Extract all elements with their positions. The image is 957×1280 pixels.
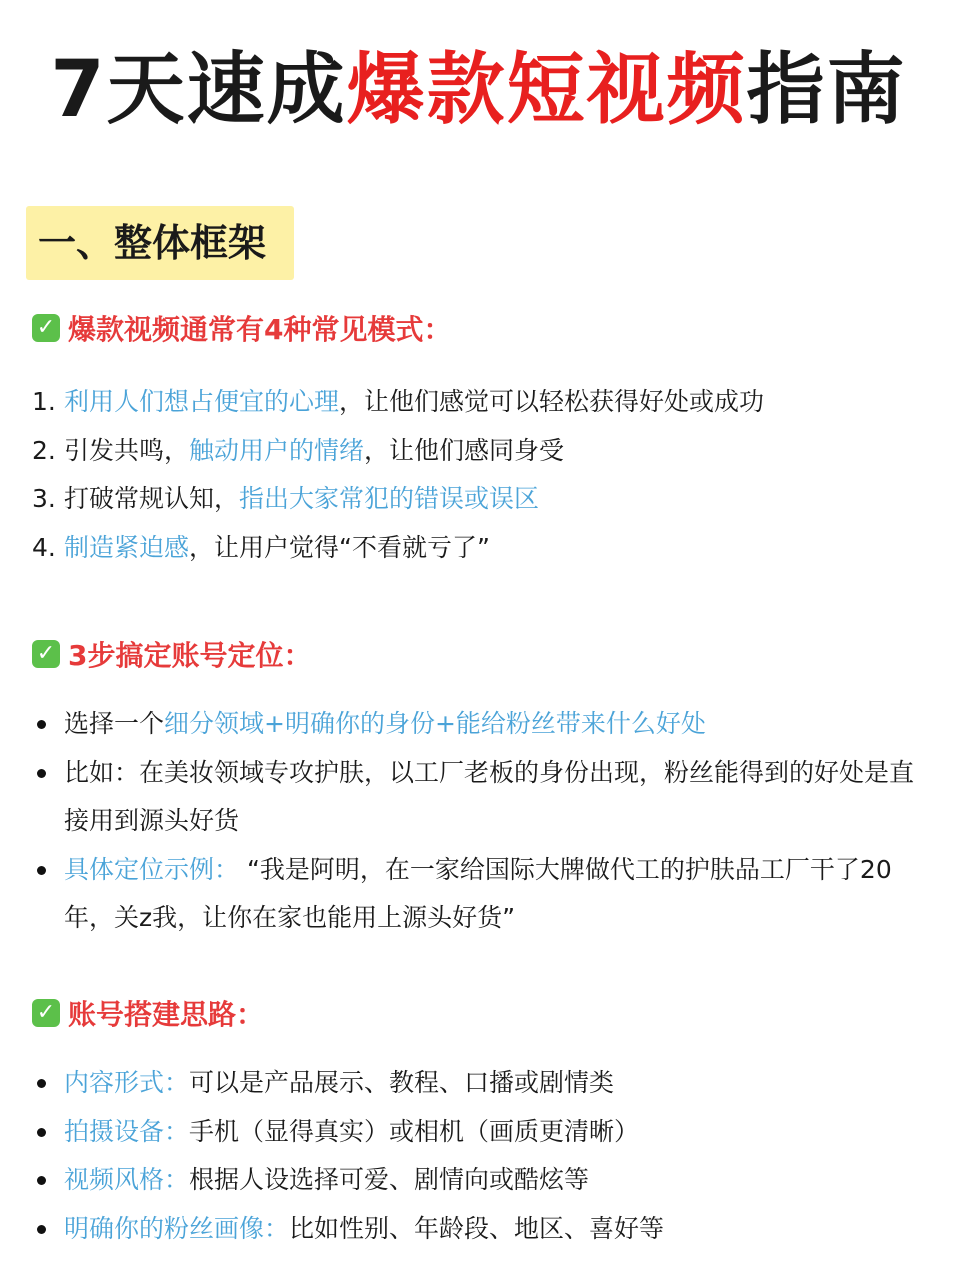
patterns-block — [32, 308, 947, 572]
check-icon: ✓ — [32, 640, 60, 668]
highlight-text: 视频风格： — [64, 1165, 190, 1194]
title-part-3: 指南 — [746, 45, 907, 135]
positioning-list — [32, 700, 947, 943]
highlight-text: 制造紧迫感 — [64, 532, 190, 562]
list-item — [32, 1205, 947, 1254]
bullet-icon — [32, 1059, 64, 1108]
list-item — [32, 1156, 947, 1205]
patterns-subtitle — [32, 308, 947, 348]
title-part-1: 7天速成 — [50, 45, 347, 135]
bullet-icon — [32, 1108, 64, 1157]
list-item — [32, 846, 947, 943]
positioning-subtitle — [32, 634, 947, 674]
body-text: 引发共鸣， — [64, 435, 190, 465]
list-number: 1. — [32, 387, 56, 416]
highlight-text: 指出大家常犯的错误或误区 — [239, 484, 540, 513]
list-item — [32, 427, 947, 476]
patterns-subtitle-text: 爆款视频通常有4种常见模式： — [68, 313, 452, 346]
body-text: 根据人设选择可爱、剧情向或酷炫等 — [189, 1165, 590, 1194]
list-item — [32, 700, 947, 749]
body-text: ，让用户觉得“不看就亏了” — [189, 532, 490, 562]
positioning-block — [32, 634, 947, 943]
positioning-subtitle-text: 3步搞定账号定位： — [68, 639, 312, 672]
account-setup-block — [32, 993, 947, 1253]
bullet-icon — [32, 1205, 64, 1254]
body-text: ，让他们感同身受 — [364, 435, 565, 465]
list-item — [32, 1059, 947, 1108]
body-text: “我是阿明，在一家给国际大牌做代工的护肤品工厂干了20年，关z我，让你在家也能用上源头好货” — [64, 854, 892, 932]
section-heading-framework: 一、整体框架 — [26, 206, 294, 280]
list-number: 3. — [32, 484, 56, 513]
list-item — [32, 475, 947, 524]
account-setup-subtitle — [32, 993, 947, 1033]
highlight-text: 利用人们想占便宜的心理 — [64, 387, 340, 416]
check-icon: ✓ — [32, 314, 60, 342]
list-number: 4. — [32, 532, 56, 562]
list-item — [32, 749, 947, 846]
highlight-text: 拍摄设备： — [64, 1116, 190, 1146]
bullet-icon — [32, 1156, 64, 1205]
highlight-text: 细分领域+明确你的身份+能给粉丝带来什么好处 — [164, 709, 706, 738]
account-setup-list — [32, 1059, 947, 1253]
body-text: ，让他们感觉可以轻松获得好处或成功 — [339, 387, 765, 416]
body-text: 比如：在美妆领域专攻护肤，以工厂老板的身份出现，粉丝能得到的好处是直接用到源头好货 — [64, 757, 915, 835]
body-text: 打破常规认知， — [64, 484, 240, 513]
list-item — [32, 524, 947, 573]
list-number: 2. — [32, 435, 56, 465]
patterns-list — [32, 378, 947, 572]
highlight-text: 触动用户的情绪 — [189, 435, 365, 465]
page-title — [0, 45, 957, 135]
highlight-text: 明确你的粉丝画像： — [64, 1213, 290, 1243]
highlight-text: 具体定位示例： — [64, 854, 240, 884]
bullet-icon — [32, 700, 64, 749]
body-text: 手机（显得真实）或相机（画质更清晰） — [189, 1116, 640, 1146]
body-text: 比如性别、年龄段、地区、喜好等 — [289, 1213, 665, 1243]
account-setup-subtitle-text: 账号搭建思路： — [68, 998, 265, 1031]
body-text: 可以是产品展示、教程、口播或剧情类 — [189, 1068, 615, 1097]
title-part-2: 爆款短视频 — [346, 45, 747, 135]
highlight-text: 内容形式： — [64, 1068, 190, 1097]
list-item — [32, 378, 947, 427]
list-item — [32, 1108, 947, 1157]
bullet-icon — [32, 846, 64, 943]
body-text: 选择一个 — [64, 709, 165, 738]
bullet-icon — [32, 749, 64, 846]
check-icon: ✓ — [32, 999, 60, 1027]
